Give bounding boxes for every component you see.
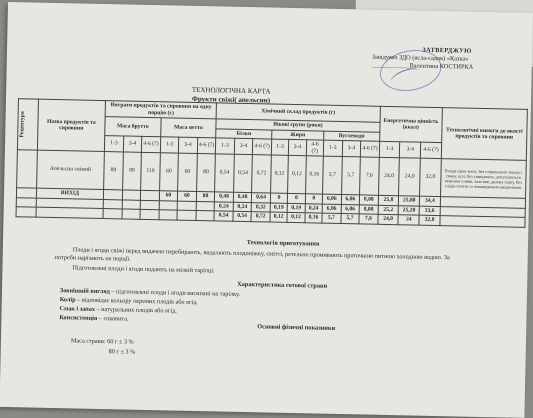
energy-cell: 24,0 <box>399 158 420 196</box>
recipe-cell <box>16 188 36 198</box>
output-protein-cell: 0,48 <box>233 192 252 202</box>
output-protein-cell: 0,72 <box>251 212 270 222</box>
output-carb-cell: 8,08 <box>359 204 378 214</box>
protein-header: Білки <box>216 128 272 139</box>
chem-header: Хімічний склад продуктів (г) <box>216 103 380 122</box>
age-cell: 1-3 <box>379 141 400 157</box>
output-carb-cell: 5,7 <box>341 214 360 224</box>
output-energy-cell: 34,4 <box>419 196 440 206</box>
energy-cell: 24,0 <box>378 157 399 195</box>
protein-cell: 0,54 <box>215 154 234 192</box>
gross-cell: 119 <box>141 152 160 190</box>
age-cell: 1-3 <box>216 138 235 154</box>
output-carb-cell: 6,06 <box>341 204 360 214</box>
characteristics-heading: Характеристика готової страви <box>237 280 328 290</box>
age-cell: 4-6 (7) <box>253 139 272 155</box>
fat-cell: 0,16 <box>305 156 323 194</box>
output-net-cell: 60 <box>178 191 197 201</box>
output-fat-cell: 0 <box>288 193 306 203</box>
output-protein-cell: 0,54 <box>233 211 252 221</box>
protein-cell: 0,72 <box>252 155 271 193</box>
age-cell: 3-4 <box>400 142 421 158</box>
carb-cell: 7,6 <box>360 157 379 195</box>
energy-cell: 32,0 <box>420 158 442 196</box>
output-energy-cell: 32,0 <box>419 215 440 225</box>
carb-cell: 5,7 <box>323 156 342 194</box>
output-carb-cell: 6,06 <box>322 194 341 204</box>
age-cell: 3-4 <box>342 141 361 157</box>
net-cell: 60 <box>178 153 197 191</box>
output-energy-cell: 25,8 <box>378 195 399 205</box>
age-cell: 3-4 <box>234 138 253 154</box>
output-energy-cell: 24,0 <box>378 214 399 224</box>
tech-paragraph-1: Плоди і ягоди свіжі перед видачею перебирають, видаляють плодоніжку, смітті, ретельно промивають проточною питною холодною водою. За потреби нарізають на порції. <box>54 246 450 263</box>
output-protein-cell: 0,54 <box>214 211 233 221</box>
name-header: Назва продуктів та сировини <box>37 99 106 151</box>
approval-position: Завідувач ЗДО (ясла-садок) «Казка» <box>371 53 469 63</box>
char-consistency: Консистенція – соковита. <box>59 314 129 323</box>
age-cell: 4-6 (7) <box>420 142 441 158</box>
requirements-header: Технологічні вимоги до якості продуктів та сировини <box>441 108 527 161</box>
age-cell: 4-6 (7) <box>306 140 324 156</box>
char-taste: Смак і запах – натуральних плодів або ягід. <box>59 305 177 315</box>
age-cell: 3-4 <box>289 139 307 155</box>
approval-block <box>372 46 522 73</box>
char-look: Зовнішній вигляд – підготовлені плоди і ягоди висипані на тарілку. <box>59 287 241 298</box>
tech-heading: Технологія приготування <box>246 239 320 248</box>
product-name: Апельсин свіжий <box>36 150 104 189</box>
output-protein-cell: 0,64 <box>252 193 271 203</box>
output-carb-cell: 6,06 <box>322 204 341 214</box>
age-cell: 1-3 <box>271 139 289 155</box>
approval-title: ЗАТВЕРДЖУЮ <box>422 46 472 55</box>
energy-header: Енергетична цінність (ккал) <box>379 106 442 142</box>
net-header: Маса нетто <box>160 118 216 138</box>
net-cell: 60 <box>159 153 178 191</box>
consumption-header: Витрати продуктів та сировини на одну порцію (г) <box>105 101 216 119</box>
output-energy-cell: 25,20 <box>399 205 420 215</box>
fat-header: Жири <box>272 130 324 141</box>
gross-cell: 89 <box>104 152 123 190</box>
tech-card-table <box>16 98 528 227</box>
output-carb-cell: 7,6 <box>359 214 378 224</box>
output-carb-cell: 8,08 <box>359 195 378 205</box>
output-protein-cell: 0,24 <box>233 202 252 212</box>
output-fat-cell: 0,12 <box>270 212 288 222</box>
age-cell: 4-6 (7) <box>142 136 161 152</box>
document-page <box>0 2 533 418</box>
gross-cell: 89 <box>122 152 141 190</box>
mass-line-2: 80 г ± 3 % <box>108 348 136 356</box>
approval-name: Валентина КОСТИРКА <box>409 62 474 71</box>
carb-header: Вуглеводи <box>324 131 380 142</box>
output-energy-cell: 33,6 <box>419 206 440 216</box>
age-header: Вікові групи (роки) <box>216 119 380 132</box>
output-fat-cell: 0,12 <box>287 212 305 222</box>
age-cell: 4-6 (7) <box>197 137 216 153</box>
output-energy-cell: 25,80 <box>399 196 420 206</box>
protein-cell: 0,54 <box>233 154 252 192</box>
output-carb-cell: 5,7 <box>322 213 341 223</box>
document-subtitle: Фрукти свіжі( апельсин) <box>191 94 271 105</box>
output-fat-cell: 0,19 <box>287 203 305 213</box>
age-cell: 3-4 <box>123 136 142 152</box>
phys-heading: Основні фізичні показники <box>257 323 336 332</box>
age-cell: 1-3 <box>105 136 124 152</box>
approval-blank: ____________ <box>371 61 410 70</box>
age-cell: 1-3 <box>160 137 179 153</box>
fat-cell: 0,12 <box>288 155 306 193</box>
output-fat-cell: 0,19 <box>270 203 288 213</box>
output-protein-cell: 0,24 <box>214 201 233 211</box>
recipe-header: Рецептура <box>17 99 38 150</box>
mass-line-1: Маса страви: 60 г ± 3 % <box>70 337 134 346</box>
output-net-cell: 60 <box>159 191 178 201</box>
output-fat-cell: 0,24 <box>305 203 323 213</box>
document-title: ТЕХНОЛОГІЧНА КАРТА <box>191 85 271 96</box>
tech-paragraph-2: Підготовлені плоди і ягоди подають на мілкій тарілці. <box>72 264 215 275</box>
output-net-cell: 80 <box>196 191 215 201</box>
output-protein-cell: 0,32 <box>251 202 270 212</box>
output-fat-cell: 0 <box>270 193 288 203</box>
fat-cell: 0,12 <box>270 155 288 193</box>
net-cell: 80 <box>196 153 215 191</box>
output-carb-cell: 6,06 <box>341 195 360 205</box>
quality-requirements: Плоди свіжі чисті, без стороннього запаху і смаку, цілі, без ушкоджень; допускаються невеликі плями, властиві даному сорту, без слідів гниття та пошкодження шкідниками <box>440 159 526 199</box>
age-cell: 4-6 (7) <box>360 141 379 157</box>
age-cell: 1-3 <box>323 140 342 156</box>
age-cell: 3-4 <box>179 137 198 153</box>
char-color: Колір – відповідає кольору окремих плодів або ягід. <box>59 296 198 307</box>
output-energy-cell: 25,2 <box>378 205 399 215</box>
output-fat-cell: 0,16 <box>305 213 323 223</box>
recipe-cell <box>17 150 37 188</box>
carb-cell: 5,7 <box>341 157 360 195</box>
gross-header: Маса брутто <box>105 117 161 137</box>
output-energy-cell: 24 <box>398 215 419 225</box>
output-fat-cell: 0 <box>305 194 323 204</box>
output-label: ВИХІД <box>36 188 104 199</box>
output-protein-cell: 0,48 <box>215 192 234 202</box>
